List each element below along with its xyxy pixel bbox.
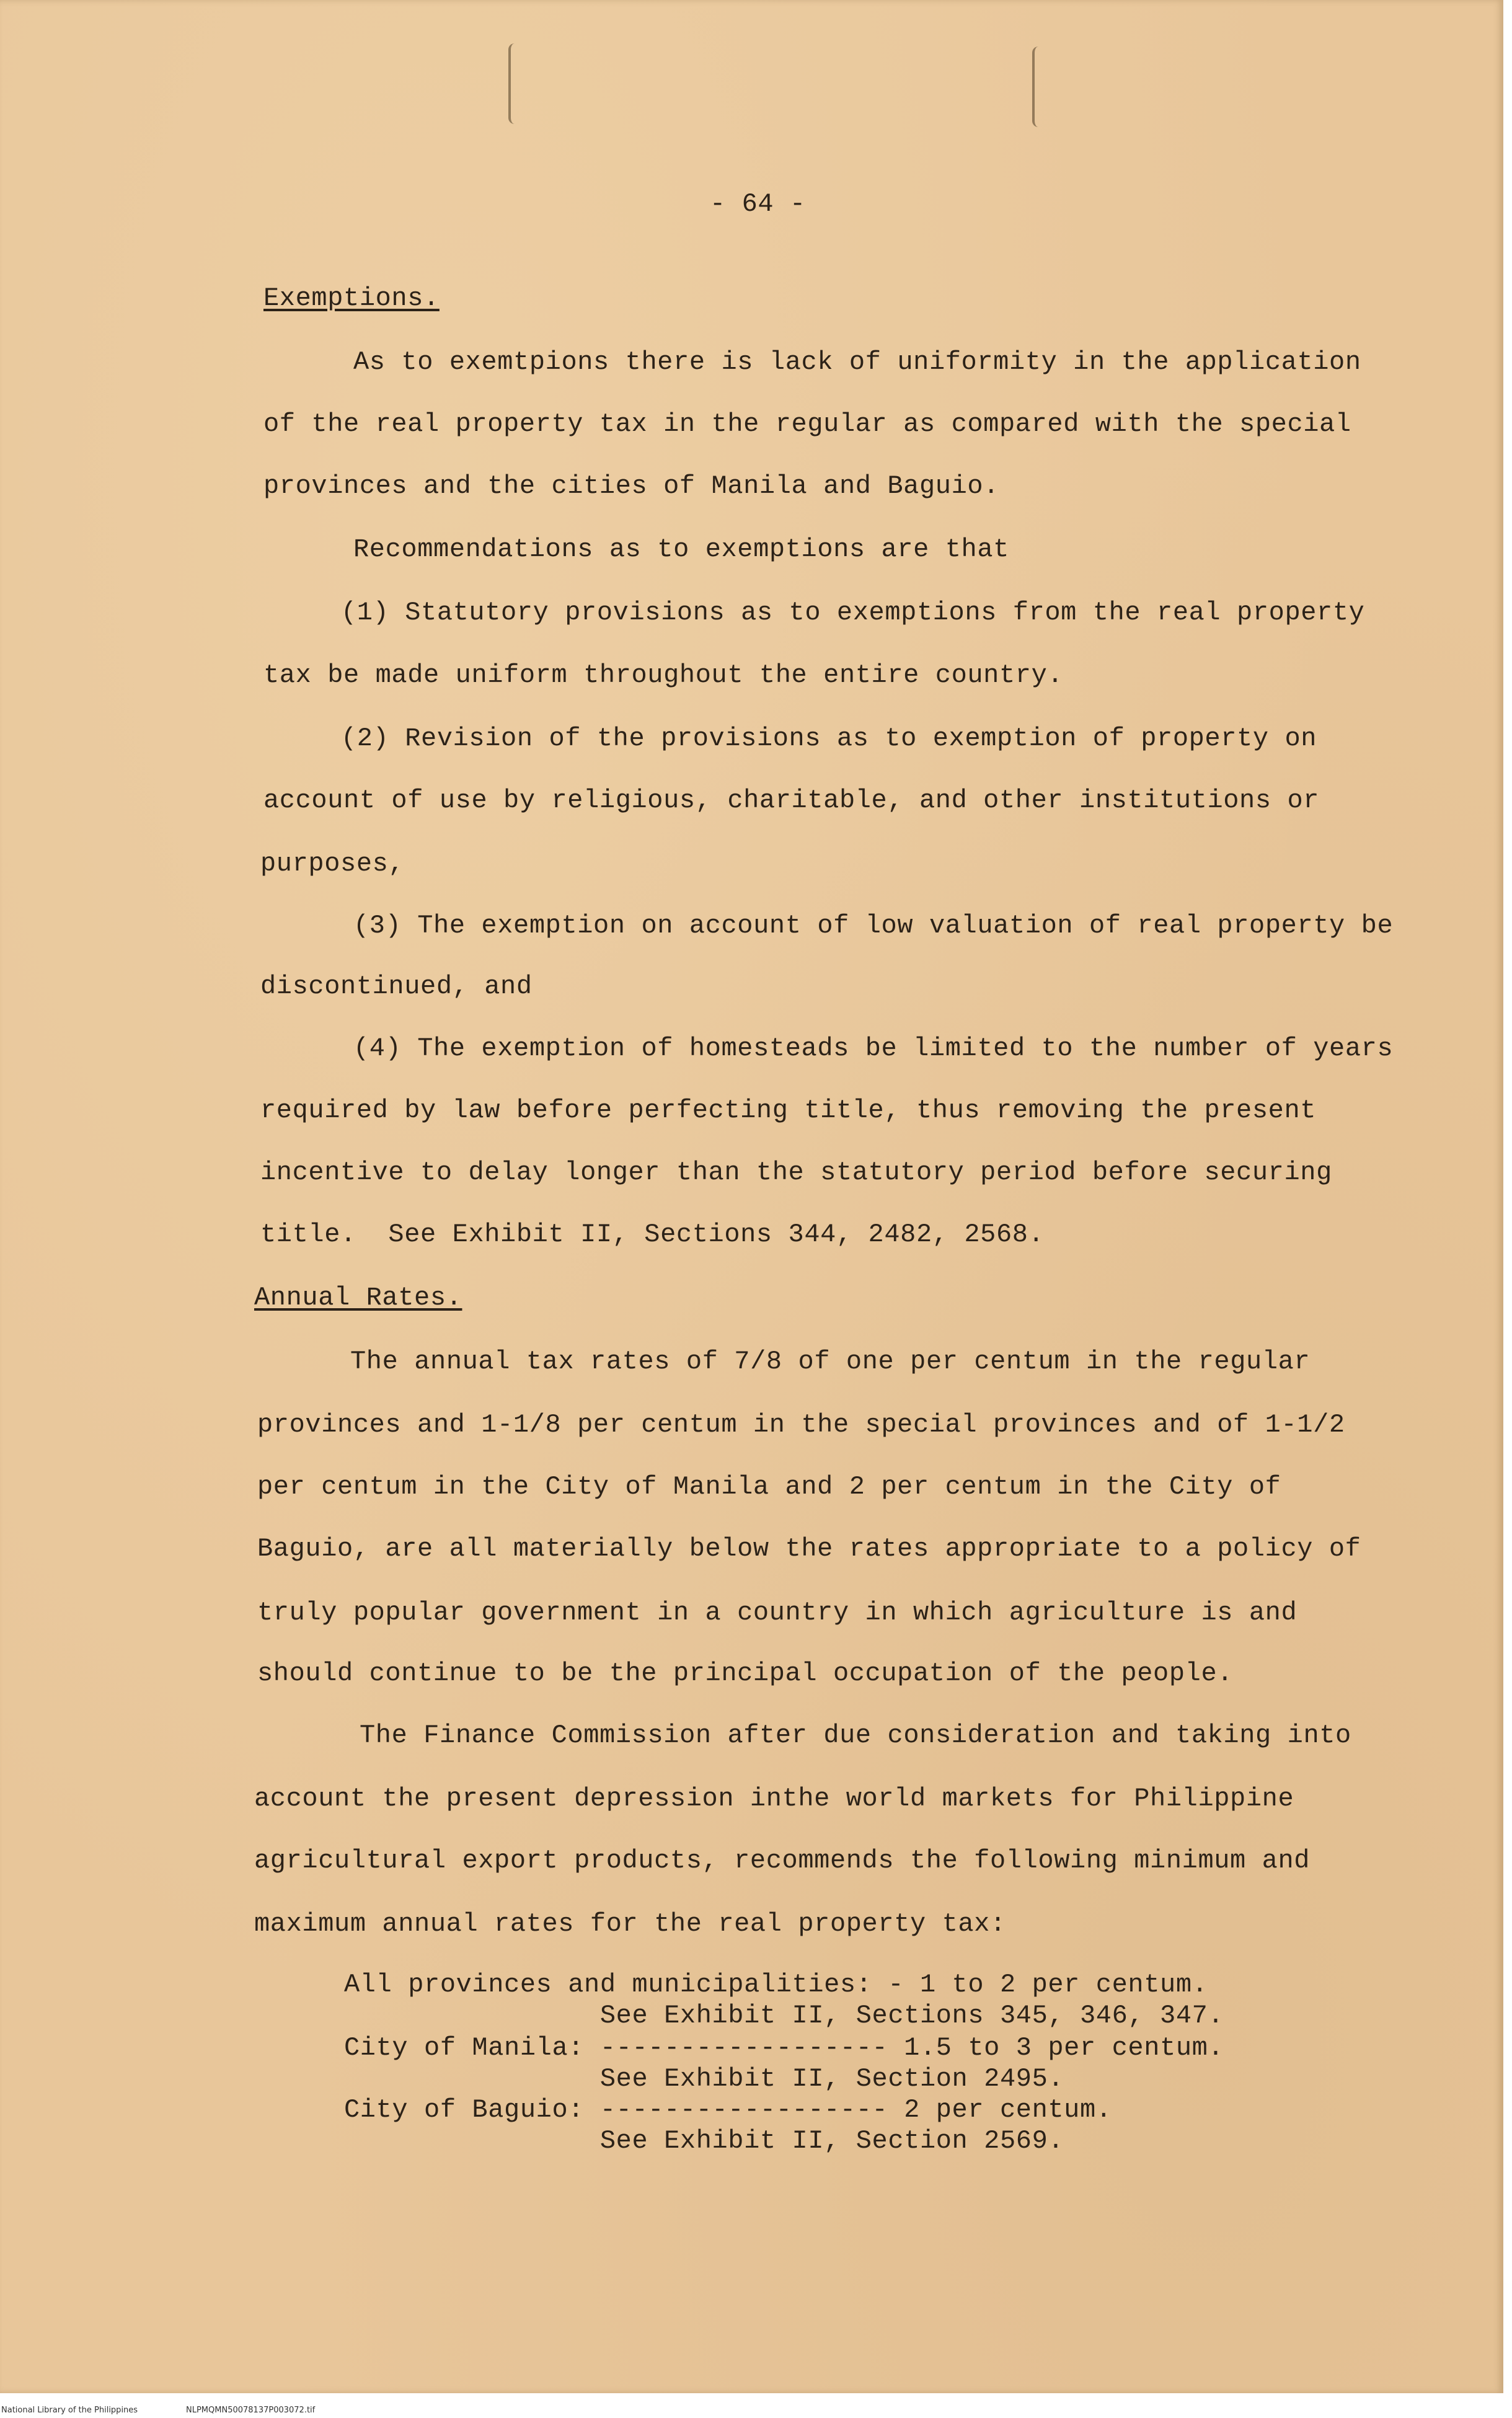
body-line: (1) Statutory provisions as to exemptions from the real property: [341, 598, 1365, 627]
section-heading-exemptions: Exemptions.: [263, 283, 440, 313]
body-line: account the present depression inthe world markets for Philippine: [254, 1784, 1294, 1814]
rates-table-row: City of Baguio: ------------------ 2 per centum.: [344, 2095, 1112, 2125]
body-line: (3) The exemption on account of low valuation of real property be: [353, 911, 1394, 941]
body-line: (4) The exemption of homesteads be limited to the number of years: [353, 1034, 1394, 1063]
body-line: truly popular government in a country in which agriculture is and: [257, 1598, 1298, 1628]
body-line: The Finance Commission after due consideration and taking into: [360, 1720, 1351, 1750]
body-line: discontinued, and: [260, 972, 533, 1001]
page-number: - 64 -: [710, 189, 806, 219]
footer-file-name: NLPMQMN50078137P003072.tif: [186, 2406, 316, 2415]
body-line: account of use by religious, charitable, and other institutions or: [263, 786, 1320, 815]
body-line: required by law before perfecting title, thus removing the present: [260, 1096, 1317, 1125]
footer-library-name: National Library of the Philippines: [1, 2406, 138, 2415]
rates-table-row: See Exhibit II, Section 2495.: [344, 2064, 1064, 2094]
body-line: tax be made uniform throughout the entire country.: [263, 660, 1064, 690]
body-line: of the real property tax in the regular as compared with the special: [263, 409, 1351, 439]
body-line: title. See Exhibit II, Sections 344, 2482, 2568.: [260, 1220, 1045, 1249]
body-line: (2) Revision of the provisions as to exemption of property on: [341, 724, 1317, 753]
body-line: maximum annual rates for the real property tax:: [254, 1909, 1006, 1939]
body-line: per centum in the City of Manila and 2 per centum in the City of: [257, 1472, 1281, 1502]
body-line: As to exemtpions there is lack of uniformity in the application: [353, 347, 1361, 377]
body-line: should continue to be the principal occupation of the people.: [257, 1658, 1234, 1688]
body-line: purposes,: [260, 849, 405, 879]
staple-mark: [1032, 46, 1048, 127]
body-line: provinces and the cities of Manila and Baguio.: [263, 471, 999, 501]
body-line: Baguio, are all materially below the rates appropriate to a policy of: [257, 1534, 1361, 1564]
body-line: agricultural export products, recommends the following minimum and: [254, 1846, 1311, 1876]
section-heading-annual-rates: Annual Rates.: [254, 1283, 462, 1313]
rates-table-row: See Exhibit II, Sections 345, 346, 347.: [344, 2001, 1224, 2030]
rates-table-row: City of Manila: ------------------ 1.5 to 3 per centum.: [344, 2033, 1224, 2063]
body-line: provinces and 1-1/8 per centum in the special provinces and of 1-1/2: [257, 1410, 1345, 1440]
rates-table-row: See Exhibit II, Section 2569.: [344, 2126, 1064, 2156]
body-line: The annual tax rates of 7/8 of one per centum in the regular: [350, 1347, 1311, 1376]
staple-mark: [508, 43, 524, 124]
body-line: incentive to delay longer than the statutory period before securing: [260, 1158, 1332, 1187]
body-line: Recommendations as to exemptions are that: [353, 534, 1009, 564]
rates-table-row: All provinces and municipalities: - 1 to 2 per centum.: [344, 1970, 1208, 2000]
